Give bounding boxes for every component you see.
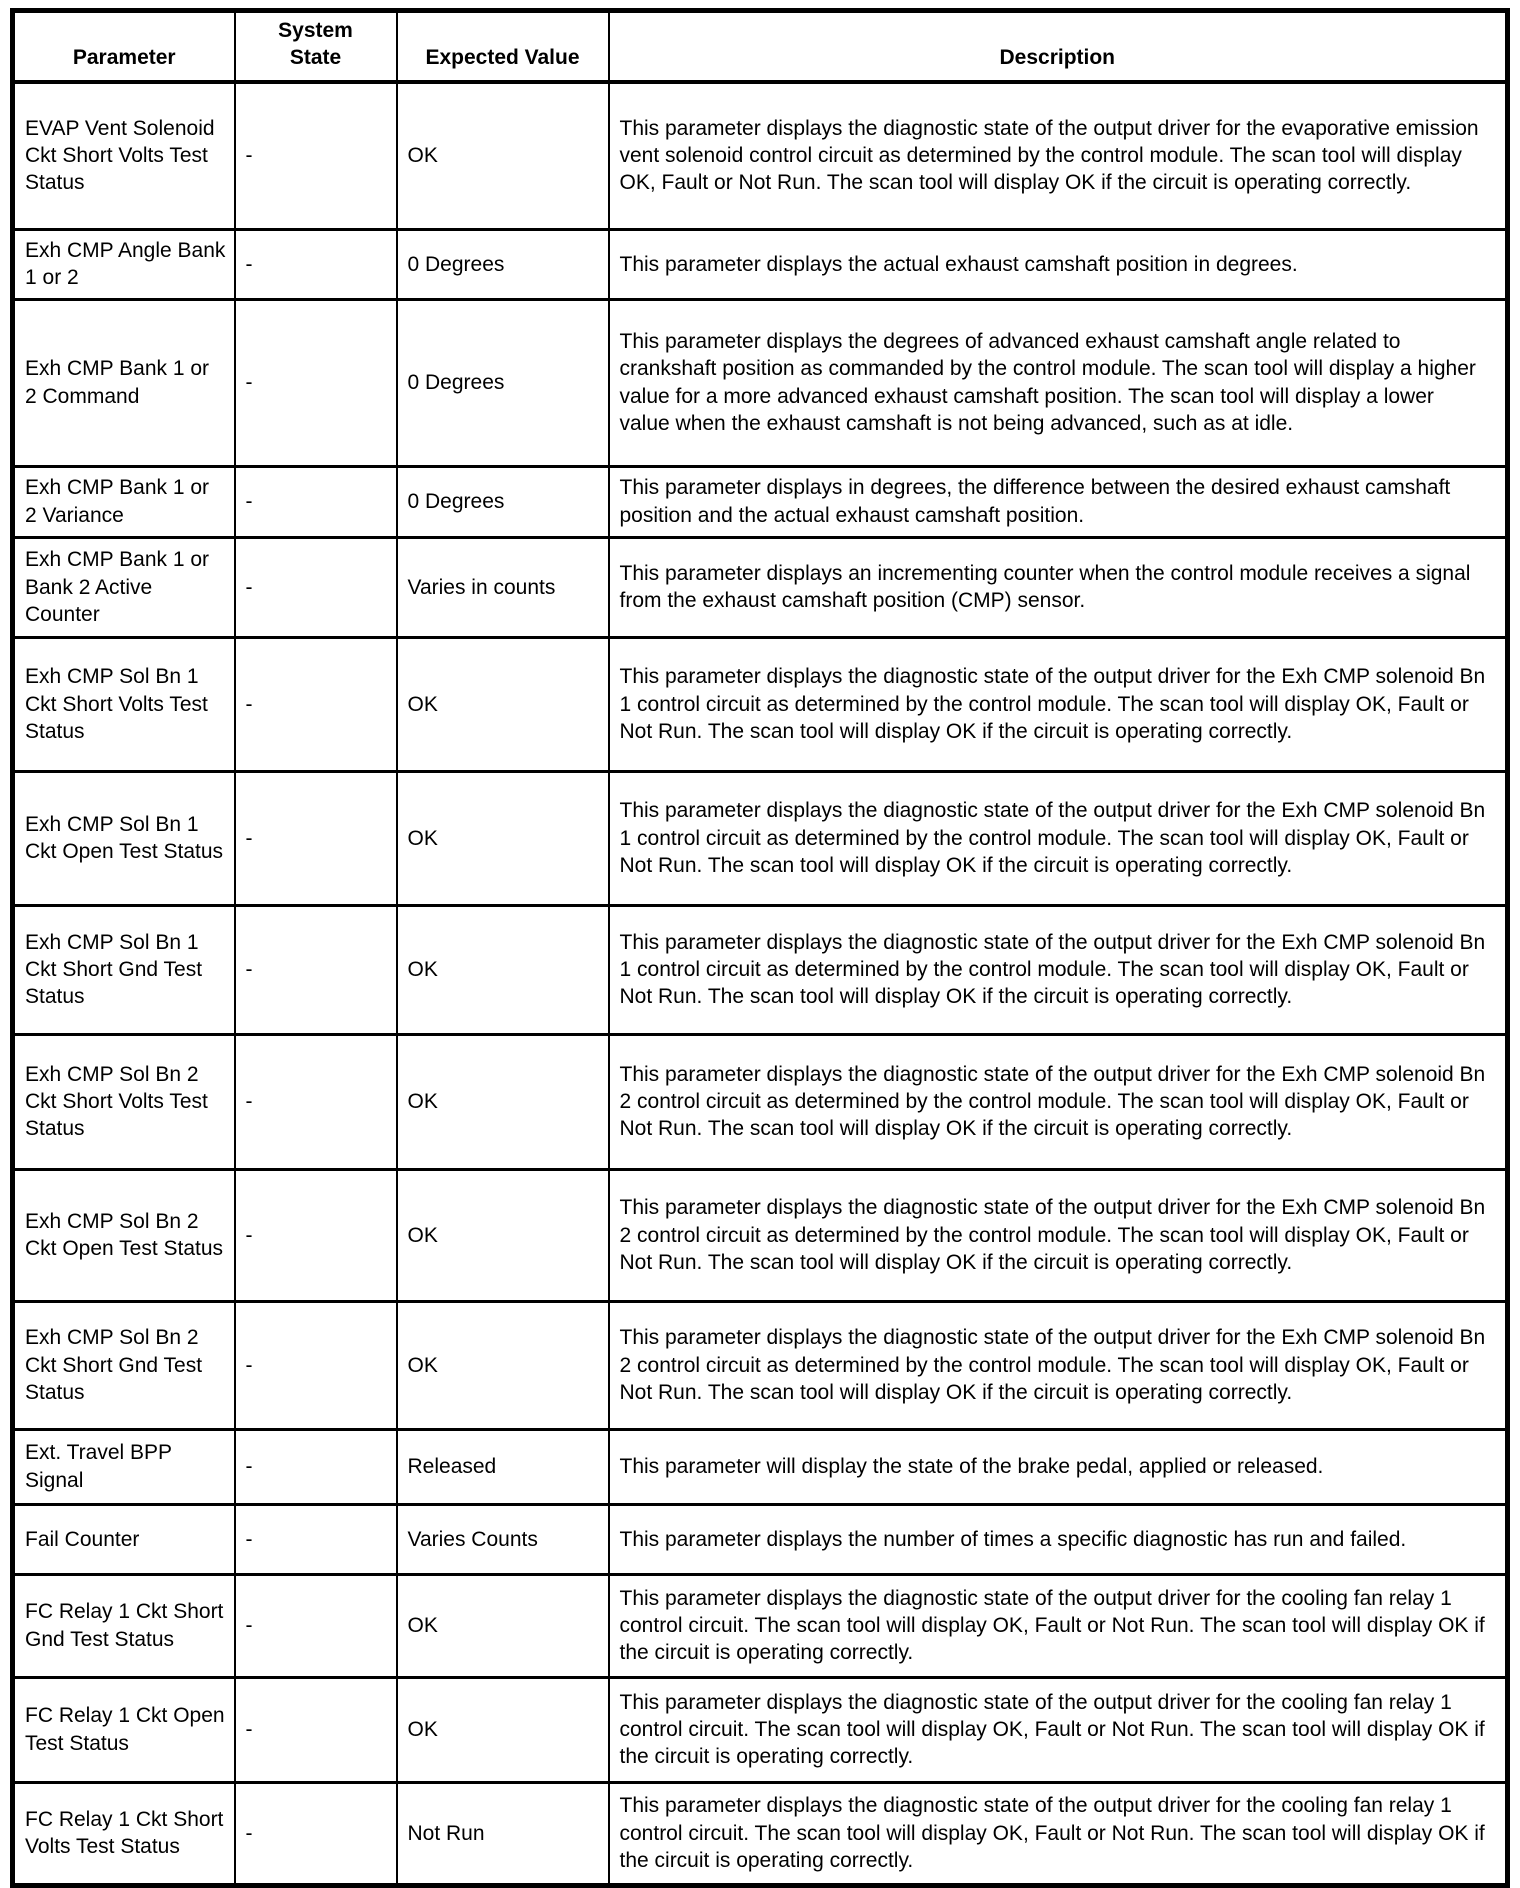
parameter-cell: Exh CMP Sol Bn 2 Ckt Open Test Status xyxy=(13,1169,235,1301)
system-state-cell: - xyxy=(235,1429,397,1504)
description-cell: This parameter displays the diagnostic state of the output driver for the cooling fan relay 1 control circuit. The scan tool will display OK, Fault or Not Run. The scan tool will display OK if the circuit is operating correctly. xyxy=(609,1782,1508,1885)
table-row xyxy=(13,1504,1508,1574)
expected-value-cell: Not Run xyxy=(397,1782,609,1885)
system-state-cell: - xyxy=(235,82,397,230)
table-row xyxy=(13,1782,1508,1885)
system-state-cell: - xyxy=(235,905,397,1034)
parameter-cell: Exh CMP Angle Bank 1 or 2 xyxy=(13,230,235,300)
parameter-cell: Exh CMP Bank 1 or Bank 2 Active Counter xyxy=(13,537,235,637)
description-cell: This parameter displays the diagnostic state of the output driver for the evaporative emission vent solenoid control circuit as determined by the control module. The scan tool will display OK, Fault or Not Run. The scan tool will display OK if the circuit is operating correctly. xyxy=(609,82,1508,230)
description-cell: This parameter displays the diagnostic state of the output driver for the Exh CMP solenoid Bn 2 control circuit as determined by the control module. The scan tool will display OK, Fault or Not Run. The scan tool will display OK if the circuit is operating correctly. xyxy=(609,1034,1508,1169)
parameter-cell: Exh CMP Sol Bn 1 Ckt Short Gnd Test Status xyxy=(13,905,235,1034)
expected-value-cell: OK xyxy=(397,637,609,771)
system-state-cell: - xyxy=(235,230,397,300)
parameter-cell: Exh CMP Bank 1 or 2 Variance xyxy=(13,466,235,537)
expected-value-cell: OK xyxy=(397,1574,609,1677)
parameter-cell: FC Relay 1 Ckt Short Gnd Test Status xyxy=(13,1574,235,1677)
expected-value-cell: OK xyxy=(397,1677,609,1782)
description-cell: This parameter displays the actual exhaust camshaft position in degrees. xyxy=(609,230,1508,300)
table-row xyxy=(13,905,1508,1034)
table-row xyxy=(13,1301,1508,1429)
parameter-cell: Exh CMP Sol Bn 2 Ckt Short Volts Test Status xyxy=(13,1034,235,1169)
table-row xyxy=(13,1677,1508,1782)
column-header-expected-value: Expected Value xyxy=(397,11,609,82)
parameter-cell: FC Relay 1 Ckt Open Test Status xyxy=(13,1677,235,1782)
description-cell: This parameter displays the diagnostic state of the output driver for the Exh CMP solenoid Bn 2 control circuit as determined by the control module. The scan tool will display OK, Fault or Not Run. The scan tool will display OK if the circuit is operating correctly. xyxy=(609,1301,1508,1429)
expected-value-cell: 0 Degrees xyxy=(397,466,609,537)
parameter-cell: Exh CMP Sol Bn 2 Ckt Short Gnd Test Status xyxy=(13,1301,235,1429)
system-state-cell: - xyxy=(235,1169,397,1301)
description-cell: This parameter displays the diagnostic state of the output driver for the Exh CMP solenoid Bn 1 control circuit as determined by the control module. The scan tool will display OK, Fault or Not Run. The scan tool will display OK if the circuit is operating correctly. xyxy=(609,905,1508,1034)
table-row xyxy=(13,1574,1508,1677)
table-body xyxy=(13,82,1508,1886)
description-cell: This parameter displays the diagnostic state of the output driver for the cooling fan relay 1 control circuit. The scan tool will display OK, Fault or Not Run. The scan tool will display OK if the circuit is operating correctly. xyxy=(609,1677,1508,1782)
expected-value-cell: OK xyxy=(397,905,609,1034)
system-state-cell: - xyxy=(235,1504,397,1574)
system-state-cell: - xyxy=(235,1574,397,1677)
column-header-system-state: System State xyxy=(235,11,397,82)
expected-value-cell: 0 Degrees xyxy=(397,230,609,300)
expected-value-cell: OK xyxy=(397,1034,609,1169)
scan-tool-parameter-table xyxy=(10,8,1510,1888)
system-state-cell: - xyxy=(235,1782,397,1885)
system-state-cell: - xyxy=(235,1301,397,1429)
expected-value-cell: Released xyxy=(397,1429,609,1504)
system-state-cell: - xyxy=(235,637,397,771)
system-state-cell: - xyxy=(235,537,397,637)
table-row xyxy=(13,82,1508,230)
expected-value-cell: Varies Counts xyxy=(397,1504,609,1574)
parameter-cell: Exh CMP Bank 1 or 2 Command xyxy=(13,299,235,466)
table-row xyxy=(13,230,1508,300)
expected-value-cell: OK xyxy=(397,1301,609,1429)
expected-value-cell: 0 Degrees xyxy=(397,299,609,466)
description-cell: This parameter displays the diagnostic state of the output driver for the cooling fan relay 1 control circuit. The scan tool will display OK, Fault or Not Run. The scan tool will display OK if the circuit is operating correctly. xyxy=(609,1574,1508,1677)
table-row xyxy=(13,637,1508,771)
parameter-cell: Ext. Travel BPP Signal xyxy=(13,1429,235,1504)
description-cell: This parameter displays the diagnostic state of the output driver for the Exh CMP solenoid Bn 1 control circuit as determined by the control module. The scan tool will display OK, Fault or Not Run. The scan tool will display OK if the circuit is operating correctly. xyxy=(609,771,1508,905)
system-state-cell: - xyxy=(235,1677,397,1782)
description-cell: This parameter will display the state of the brake pedal, applied or released. xyxy=(609,1429,1508,1504)
description-cell: This parameter displays the diagnostic state of the output driver for the Exh CMP solenoid Bn 1 control circuit as determined by the control module. The scan tool will display OK, Fault or Not Run. The scan tool will display OK if the circuit is operating correctly. xyxy=(609,637,1508,771)
expected-value-cell: OK xyxy=(397,771,609,905)
table-row xyxy=(13,1034,1508,1169)
table-row xyxy=(13,771,1508,905)
table-row xyxy=(13,537,1508,637)
description-cell: This parameter displays the degrees of advanced exhaust camshaft angle related to crankshaft position as commanded by the control module. The scan tool will display a higher value for a more advanced exhaust camshaft position. The scan tool will display a lower value when the exhaust camshaft is not being advanced, such as at idle. xyxy=(609,299,1508,466)
table-row xyxy=(13,1169,1508,1301)
description-cell: This parameter displays the diagnostic state of the output driver for the Exh CMP solenoid Bn 2 control circuit as determined by the control module. The scan tool will display OK, Fault or Not Run. The scan tool will display OK if the circuit is operating correctly. xyxy=(609,1169,1508,1301)
system-state-cell: - xyxy=(235,1034,397,1169)
parameter-cell: Exh CMP Sol Bn 1 Ckt Open Test Status xyxy=(13,771,235,905)
parameter-cell: EVAP Vent Solenoid Ckt Short Volts Test Status xyxy=(13,82,235,230)
table-header xyxy=(13,11,1508,82)
system-state-cell: - xyxy=(235,771,397,905)
table-row xyxy=(13,1429,1508,1504)
description-cell: This parameter displays an incrementing counter when the control module receives a signal from the exhaust camshaft position (CMP) sensor. xyxy=(609,537,1508,637)
expected-value-cell: Varies in counts xyxy=(397,537,609,637)
expected-value-cell: OK xyxy=(397,1169,609,1301)
header-row xyxy=(13,11,1508,82)
parameter-cell: Fail Counter xyxy=(13,1504,235,1574)
parameter-cell: FC Relay 1 Ckt Short Volts Test Status xyxy=(13,1782,235,1885)
parameter-cell: Exh CMP Sol Bn 1 Ckt Short Volts Test Status xyxy=(13,637,235,771)
column-header-description: Description xyxy=(609,11,1508,82)
expected-value-cell: OK xyxy=(397,82,609,230)
system-state-cell: - xyxy=(235,466,397,537)
table-row xyxy=(13,466,1508,537)
system-state-cell: - xyxy=(235,299,397,466)
description-cell: This parameter displays the number of times a specific diagnostic has run and failed. xyxy=(609,1504,1508,1574)
description-cell: This parameter displays in degrees, the difference between the desired exhaust camshaft position and the actual exhaust camshaft position. xyxy=(609,466,1508,537)
column-header-parameter: Parameter xyxy=(13,11,235,82)
table-row xyxy=(13,299,1508,466)
